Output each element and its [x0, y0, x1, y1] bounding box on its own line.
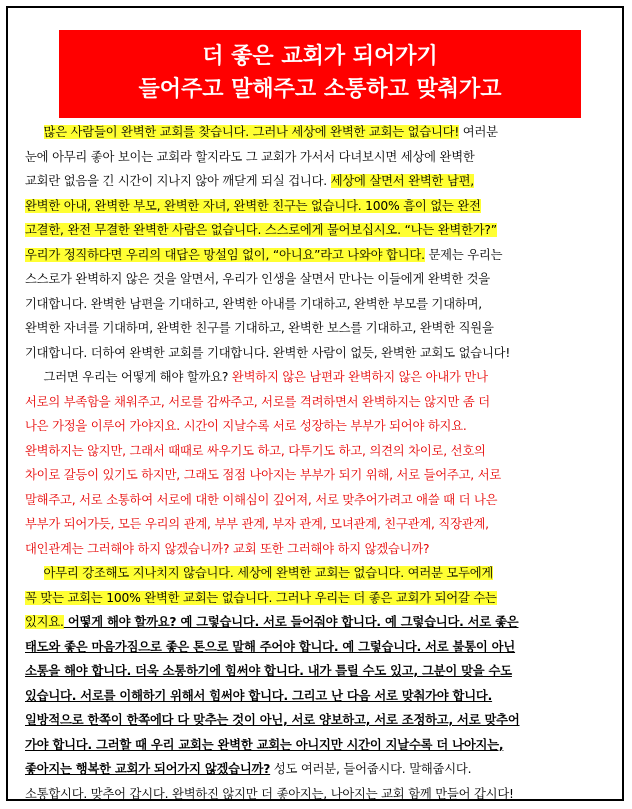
paragraph-1-line: 기대합니다. 완벽한 남편을 기대하고, 완벽한 아내를 기대하고, 완벽한 부모를 기대하며,: [25, 296, 482, 311]
body-text: 문제는 우리는: [424, 247, 503, 262]
paragraph-3-line: 가야 합니다. 그러할 때 우리 교회는 완벽한 교회는 아니지만 시간이 지날수록 더 나아지는,: [25, 737, 504, 752]
paragraph-1-line: 완벽한 자녀를 기대하며, 완벽한 친구를 기대하고, 완벽한 보스를 기대하고, 완벽한 직원을: [25, 321, 494, 335]
bold-underlined-text: 좋아지는 행복한 교회가 되어가지 않겠습니까?: [25, 762, 271, 776]
title-line-1: 더 좋은 교회가 되어가기: [202, 44, 438, 69]
paragraph-2-line: 부부가 되어가듯, 모든 우리의 관계, 부부 관계, 부자 관계, 모녀관계, 친구관계, 직장관계,: [25, 517, 489, 531]
article-body: [25, 120, 611, 806]
body-text: 성도 여러분, 들어줍시다. 말해줍시다.: [270, 762, 472, 776]
paragraph-2-line: 서로의 부족함을 채워주고, 서로를 감싸주고, 서로를 격려하면서 완벽하지는 않지만 좀 더: [25, 394, 490, 409]
paragraph-2-line: 차이로 갈등이 있기도 하지만, 그래도 점점 나아지는 부부가 되기 위해, 서로 들어주고, 서로: [25, 468, 502, 482]
highlighted-text: 있지요.: [25, 615, 64, 629]
paragraph-1-line: 기대합니다. 더하여 완벽한 교회를 기대합니다. 완벽한 사람이 없듯, 완벽한 교회도 없습니다!: [25, 345, 511, 360]
paragraph-3-line: [25, 561, 611, 586]
paragraph-3-line: [25, 610, 611, 635]
paragraph-1-line: [25, 194, 611, 219]
highlighted-text: 많은 사람들이 완벽한 교회를 찾습니다. 그러나 세상에 완벽한 교회는 없습니다!: [43, 125, 460, 139]
highlighted-text: 완벽한 아내, 완벽한 부모, 완벽한 자녀, 완벽한 친구는 없습니다. 100% 흠이 없는 완전: [25, 198, 481, 213]
bold-underlined-text: 어떻게 해야 할까요? 예 그렇습니다. 서로 들어줘야 합니다. 예 그렇습니다. 서로 좋은: [63, 615, 519, 629]
paragraph-3-line: [25, 586, 611, 611]
red-text: 완벽하지 않은 남편과 완벽하지 않은 아내가 만나: [231, 370, 488, 384]
paragraph-3-line: 소통을 해야 합니다. 더욱 소통하기에 힘써야 합니다. 내가 틀릴 수도 있고, 그분이 맞을 수도: [25, 664, 512, 678]
paragraph-3-line: 소통합시다. 맞추어 갑시다. 완벽하진 않지만 더 좋아지는, 나아지는 교회 함께 만들어 갑시다!: [25, 786, 514, 801]
highlighted-text: 고결한, 완전 무결한 완벽한 사람은 없습니다. 스스로에게 물어보십시오. “나는 완벽한가?”: [25, 223, 497, 237]
paragraph-1-line: [25, 218, 611, 243]
title-banner: [59, 30, 581, 118]
paragraph-1-line: 눈에 아무리 좋아 보이는 교회라 할지라도 그 교회가 가서서 다녀보시면 세상에 완벽한: [25, 149, 475, 164]
paragraph-1-line: [25, 243, 611, 268]
paragraph-3-line: 있습니다. 서로를 이해하기 위해서 힘써야 합니다. 그리고 난 다음 서로 맞춰가야 합니다.: [25, 688, 493, 703]
title-line-2: 들어주고 말해주고 소통하고 맞춰가고: [138, 77, 502, 102]
highlighted-text: 아무리 강조해도 지나치지 않습니다. 세상에 완벽한 교회는 없습니다. 여러분 모두에게: [43, 566, 494, 580]
paragraph-3-line: [25, 757, 611, 782]
body-text: 여러분: [459, 125, 498, 139]
paragraph-2-line: 대인관계는 그러해야 하지 않겠습니까? 교회 또한 그러해야 하지 않겠습니까?: [25, 541, 430, 556]
paragraph-2-line: 나은 가정을 이루어 가야지요. 시간이 지날수록 서로 성장하는 부부가 되어야 하지요.: [25, 419, 467, 433]
highlighted-text: 우리가 정직하다면 우리의 대답은 망설임 없이, “아니요”라고 나와야 합니다.: [25, 247, 425, 262]
highlighted-text: 꼭 맞는 교회는 100% 완벽한 교회는 없습니다. 그러나 우리는 더 좋은 교회가 되어갈 수는: [25, 590, 497, 605]
paragraph-2-line: 완벽하지는 않지만, 그래서 때때로 싸우기도 하고, 다투기도 하고, 의견의 차이로, 선호의: [25, 443, 486, 458]
paragraph-3-line: 태도와 좋은 마음가짐으로 좋은 톤으로 말해 주어야 합니다. 예 그렇습니다. 서로 불통이 아닌: [25, 639, 516, 654]
body-text: 그러면 우리는 어떻게 해야 할까요?: [43, 370, 232, 384]
body-text: 교회란 없음을 긴 시간이 지나지 않아 깨닫게 되실 겁니다.: [25, 174, 331, 188]
paragraph-1-line: 스스로가 완벽하지 않은 것을 알면서, 우리가 인생을 살면서 만나는 이들에게 완벽한 것을: [25, 272, 490, 286]
paragraph-1-line: [25, 169, 611, 194]
paragraph-2-line: 말해주고, 서로 소통하여 서로에 대한 이해심이 깊어져, 서로 맞추어가려고 애쓸 때 더 나은: [25, 492, 498, 507]
paragraph-3-line: 일방적으로 한쪽이 한쪽에다 다 맞추는 것이 아닌, 서로 양보하고, 서로 조정하고, 서로 맞추어: [25, 713, 520, 727]
paragraph-2-line: [25, 365, 611, 390]
paragraph-1-line: [25, 120, 611, 145]
highlighted-text: 세상에 살면서 완벽한 남편,: [330, 174, 475, 188]
